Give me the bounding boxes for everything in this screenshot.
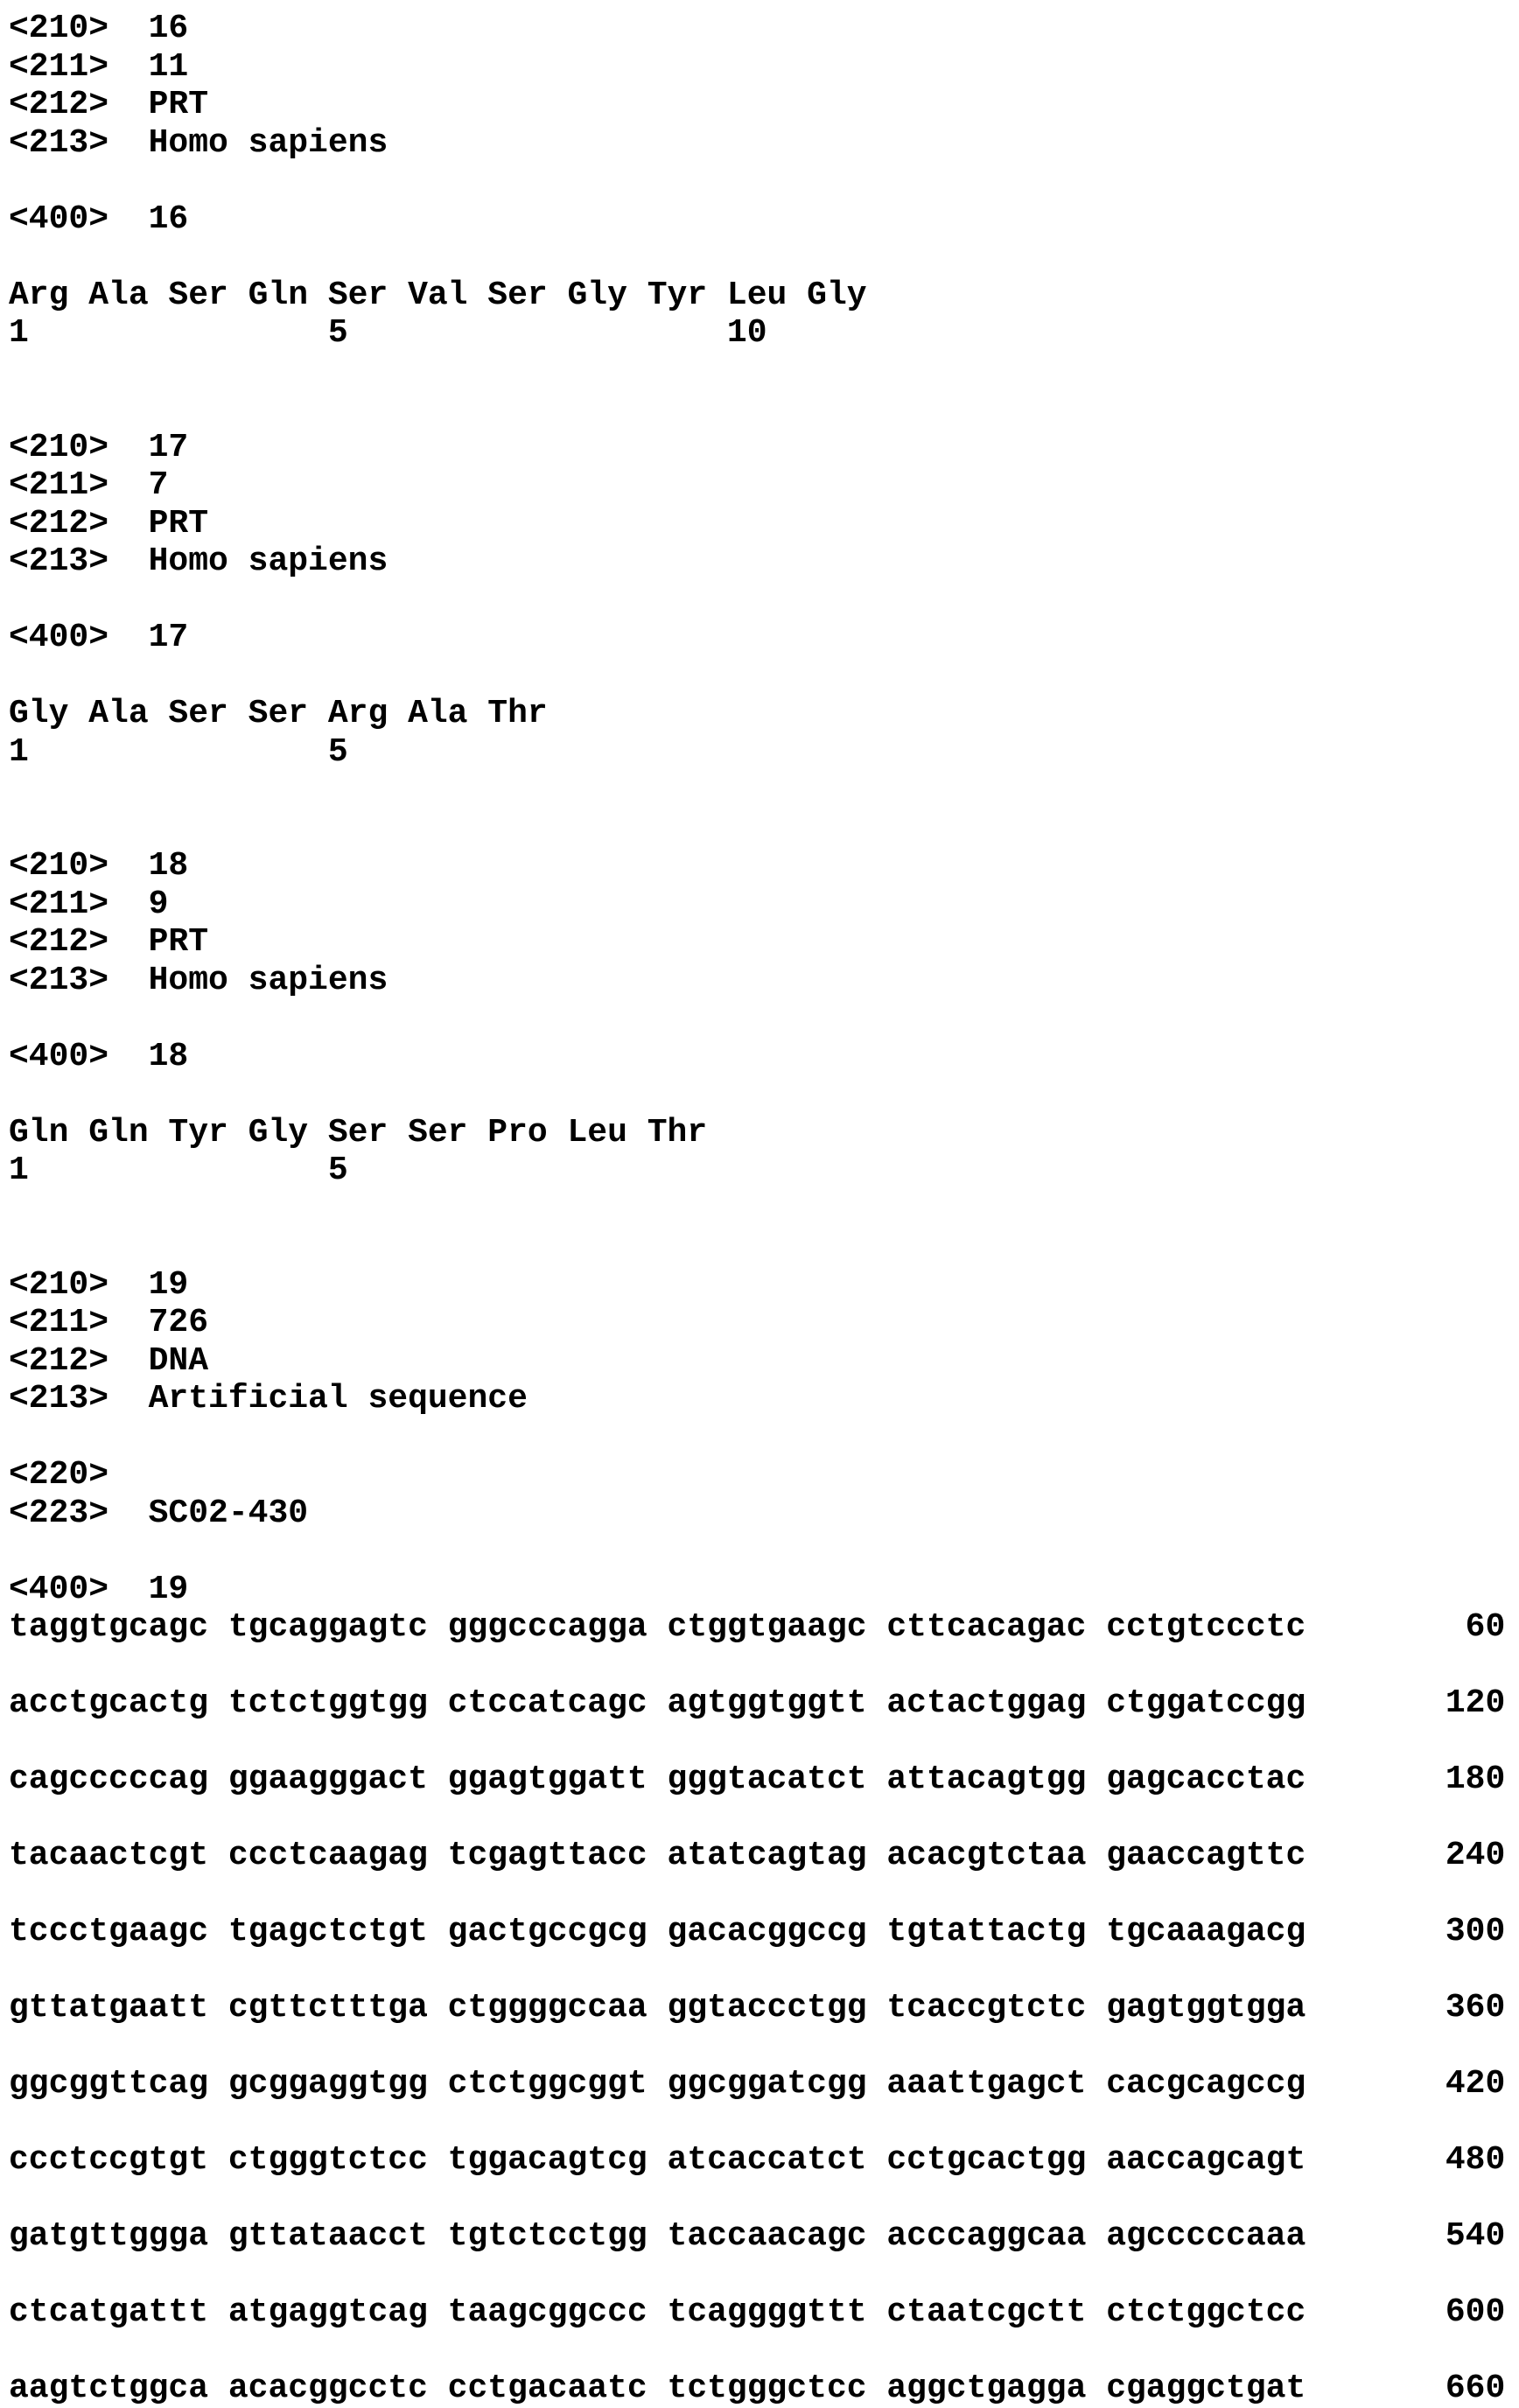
dna-position-number: 240: [1445, 1837, 1506, 1874]
dna-sequence: cagcccccag ggaagggact ggagtggatt gggtacatct attacagtgg gagcacctac: [9, 1760, 1306, 1798]
field-tag: <212>: [9, 1341, 109, 1380]
field-value: PRT: [148, 923, 209, 961]
field-tag: <210>: [9, 847, 109, 885]
field-line: [9, 923, 1519, 962]
dna-sequence: ctcatgattt atgaggtcag taagcggccc tcaggggttt ctaatcgctt ctctggctcc: [9, 2293, 1306, 2331]
field-line: [9, 48, 1519, 87]
blank-line: [9, 390, 1519, 429]
field-value: 11: [148, 47, 189, 86]
dna-sequence-line: [9, 2370, 1505, 2408]
dna-sequence-line: [9, 1608, 1505, 1647]
field-value: SC02-430: [148, 1494, 309, 1532]
field-line: [9, 1380, 1519, 1418]
dna-sequence: acctgcactg tctctggtgg ctccatcagc agtggtggtt actactggag ctggatccgg: [9, 1684, 1306, 1722]
field-tag: <213>: [9, 123, 109, 162]
protein-residues: Gly Ala Ser Ser Arg Ala Thr: [9, 695, 548, 732]
dna-sequence: tccctgaagc tgagctctgt gactgccgcg gacacggccg tgtattactg tgcaaagacg: [9, 1913, 1306, 1950]
blank-line: [9, 1228, 1519, 1266]
dna-sequence: taggtgcagc tgcaggagtc gggcccagga ctggtgaagc cttcacagac cctgtccctc: [9, 1608, 1306, 1646]
blank-line: [9, 1799, 1519, 1838]
blank-line: [9, 2027, 1519, 2066]
seq-header-tag: <400>: [9, 1037, 109, 1075]
blank-line: [9, 657, 1519, 696]
seq-header-value: 18: [148, 1037, 189, 1075]
field-tag: <220>: [9, 1456, 109, 1494]
field-line: [9, 1342, 1519, 1381]
field-line: [9, 847, 1519, 886]
field-tag: <210>: [9, 1265, 109, 1304]
blank-line: [9, 1647, 1519, 1685]
blank-line: [9, 2256, 1519, 2294]
seq-header-tag: <400>: [9, 200, 109, 238]
residue-numbering-line: [9, 1152, 1519, 1190]
blank-line: [9, 238, 1519, 276]
seq-header-tag: <400>: [9, 1570, 109, 1608]
protein-residues: Gln Gln Tyr Gly Ser Ser Pro Leu Thr: [9, 1113, 708, 1152]
dna-sequence-line: [9, 2065, 1505, 2104]
field-line: [9, 10, 1519, 48]
field-value: 7: [148, 466, 169, 504]
blank-line: [9, 1075, 1519, 1114]
field-tag: <211>: [9, 1304, 109, 1341]
dna-sequence-line: [9, 1837, 1505, 1875]
blank-line: [9, 1951, 1519, 1990]
field-line: [9, 886, 1519, 924]
dna-sequence: ccctccgtgt ctgggtctcc tggacagtcg atcaccatct cctgcactgg aaccagcagt: [9, 2141, 1306, 2179]
blank-line: [9, 1875, 1519, 1914]
dna-sequence-line: [9, 1913, 1505, 1951]
field-line: [9, 1456, 1519, 1494]
field-tag: <213>: [9, 961, 109, 999]
blank-line: [9, 2180, 1519, 2218]
dna-position-number: 300: [1445, 1913, 1506, 1950]
blank-line: [9, 162, 1519, 200]
dna-sequence-line: [9, 2293, 1505, 2332]
dna-position-number: 600: [1445, 2293, 1506, 2331]
field-tag: <211>: [9, 885, 109, 923]
seq-header-line: [9, 200, 1519, 239]
blank-line: [9, 1190, 1519, 1228]
seq-header-value: 16: [148, 200, 189, 238]
field-value: Homo sapiens: [148, 961, 388, 999]
field-line: [9, 1494, 1519, 1533]
dna-sequence: gttatgaatt cgttctttga ctggggccaa ggtaccctgg tcaccgtctc gagtggtgga: [9, 1989, 1306, 2026]
field-value: 19: [148, 1265, 189, 1304]
dna-sequence-line: [9, 1760, 1505, 1799]
field-tag: <213>: [9, 542, 109, 580]
field-line: [9, 1266, 1519, 1305]
field-value: 16: [148, 10, 189, 47]
residue-numbers: 1 5 10: [9, 314, 767, 352]
dna-position-number: 360: [1445, 1989, 1506, 2026]
field-tag: <211>: [9, 466, 109, 504]
field-value: Homo sapiens: [148, 542, 388, 580]
field-value: Homo sapiens: [148, 123, 388, 162]
dna-position-number: 660: [1445, 2370, 1506, 2407]
field-value: DNA: [148, 1341, 209, 1380]
blank-line: [9, 353, 1519, 391]
dna-sequence: aagtctggca acacggcctc cctgacaatc tctgggctcc aggctgagga cgaggctgat: [9, 2370, 1306, 2407]
field-line: [9, 542, 1519, 581]
field-value: 18: [148, 847, 189, 885]
dna-sequence: ggcggttcag gcggaggtgg ctctggcggt ggcggatcgg aaattgagct cacgcagccg: [9, 2065, 1306, 2103]
dna-position-number: 120: [1445, 1684, 1506, 1722]
field-line: [9, 86, 1519, 124]
field-tag: <212>: [9, 923, 109, 961]
field-value: PRT: [148, 504, 209, 542]
dna-sequence-line: [9, 1684, 1505, 1723]
dna-sequence-line: [9, 1989, 1505, 2027]
field-value: 726: [148, 1304, 209, 1341]
blank-line: [9, 2104, 1519, 2142]
field-line: [9, 124, 1519, 163]
field-value: PRT: [148, 86, 209, 123]
protein-residues: Arg Ala Ser Gln Ser Val Ser Gly Tyr Leu Gly: [9, 276, 867, 314]
protein-sequence-line: [9, 695, 1519, 733]
field-line: [9, 962, 1519, 1000]
field-line: [9, 429, 1519, 467]
field-value: 17: [148, 428, 189, 466]
field-value: Artificial sequence: [148, 1380, 528, 1418]
seq-header-line: [9, 619, 1519, 657]
seq-header-value: 17: [148, 619, 189, 656]
seq-header-line: [9, 1038, 1519, 1076]
field-tag: <212>: [9, 86, 109, 123]
dna-position-number: 480: [1445, 2141, 1506, 2179]
field-value: 9: [148, 885, 169, 923]
protein-sequence-line: [9, 1114, 1519, 1152]
seq-header-value: 19: [148, 1570, 189, 1608]
blank-line: [9, 809, 1519, 848]
field-line: [9, 466, 1519, 505]
blank-line: [9, 1532, 1519, 1571]
residue-numbers: 1 5: [9, 732, 348, 771]
field-tag: <212>: [9, 504, 109, 542]
protein-sequence-line: [9, 276, 1519, 315]
dna-sequence-line: [9, 2217, 1505, 2256]
blank-line: [9, 999, 1519, 1038]
field-tag: <210>: [9, 428, 109, 466]
dna-position-number: 540: [1445, 2217, 1506, 2255]
field-tag: <211>: [9, 47, 109, 86]
dna-sequence-line: [9, 2141, 1505, 2180]
dna-sequence: tacaactcgt ccctcaagag tcgagttacc atatcagtag acacgtctaa gaaccagttc: [9, 1837, 1306, 1874]
dna-position-number: 60: [1465, 1608, 1506, 1646]
dna-sequence: gatgttggga gttataacct tgtctcctgg taccaacagc acccaggcaa agcccccaaa: [9, 2217, 1306, 2255]
field-tag: <213>: [9, 1380, 109, 1418]
field-tag: <223>: [9, 1494, 109, 1532]
field-line: [9, 1304, 1519, 1342]
blank-line: [9, 1723, 1519, 1761]
dna-position-number: 420: [1445, 2065, 1506, 2103]
residue-numbering-line: [9, 314, 1519, 353]
seq-header-line: [9, 1571, 1519, 1609]
residue-numbers: 1 5: [9, 1152, 348, 1189]
dna-position-number: 180: [1445, 1760, 1506, 1798]
blank-line: [9, 581, 1519, 620]
blank-line: [9, 2332, 1519, 2370]
blank-line: [9, 771, 1519, 809]
field-tag: <210>: [9, 10, 109, 47]
field-line: [9, 505, 1519, 543]
residue-numbering-line: [9, 733, 1519, 772]
seq-header-tag: <400>: [9, 619, 109, 656]
blank-line: [9, 1418, 1519, 1457]
